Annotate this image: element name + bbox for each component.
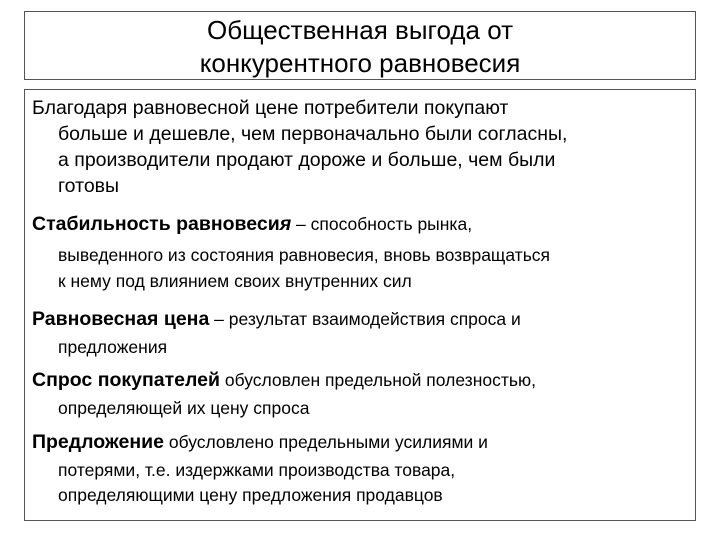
- paragraph-3-line-1: [32, 306, 521, 332]
- paragraph-1-line-2: больше и дешевле, чем первоначально были согласны,: [58, 123, 568, 145]
- definition-stability-start: – способность рынка,: [291, 214, 473, 234]
- paragraph-5-line-3: определяющими цену предложения продавцов: [58, 485, 443, 505]
- slide-content-box: [24, 89, 696, 521]
- paragraph-1-line-1: Благодаря равновесной цене потребители покупают: [32, 97, 509, 119]
- term-supply: Предложение: [32, 431, 164, 453]
- paragraph-2-line-1: [32, 211, 472, 237]
- slide-title-line-2: конкурентного равновесия: [199, 48, 521, 78]
- paragraph-4-line-1: [32, 367, 536, 393]
- slide-title-box: [24, 11, 696, 80]
- paragraph-4-line-2: определяющей их цену спроса: [58, 398, 310, 418]
- term-buyer-demand: Спрос покупателей: [32, 369, 220, 391]
- paragraph-1-line-3: а производители продают дороже и больше, чем были: [58, 149, 556, 171]
- slide-title-line-1: Общественная выгода от: [207, 15, 513, 45]
- paragraph-5-line-1: [32, 429, 488, 455]
- term-equilibrium-price: Равновесная цена: [32, 308, 210, 330]
- definition-supply-start: обусловлено предельными усилиями и: [163, 432, 488, 452]
- term-stability-tail: я: [279, 213, 292, 235]
- paragraph-2-line-3: к нему под влиянием своих внутренних сил: [58, 271, 412, 291]
- definition-equilibrium-price-start: – результат взаимодействия спроса и: [209, 309, 521, 329]
- term-stability: Стабильность равновеси: [32, 213, 280, 235]
- paragraph-5-line-2: потерями, т.е. издержками производства товара,: [58, 460, 456, 480]
- paragraph-3-line-2: предложения: [58, 337, 168, 357]
- paragraph-2-line-2: выведенного из состояния равновесия, вновь возвращаться: [58, 245, 551, 265]
- paragraph-1-line-4: готовы: [58, 175, 120, 197]
- definition-buyer-demand-start: обусловлен предельной полезностью,: [219, 370, 536, 390]
